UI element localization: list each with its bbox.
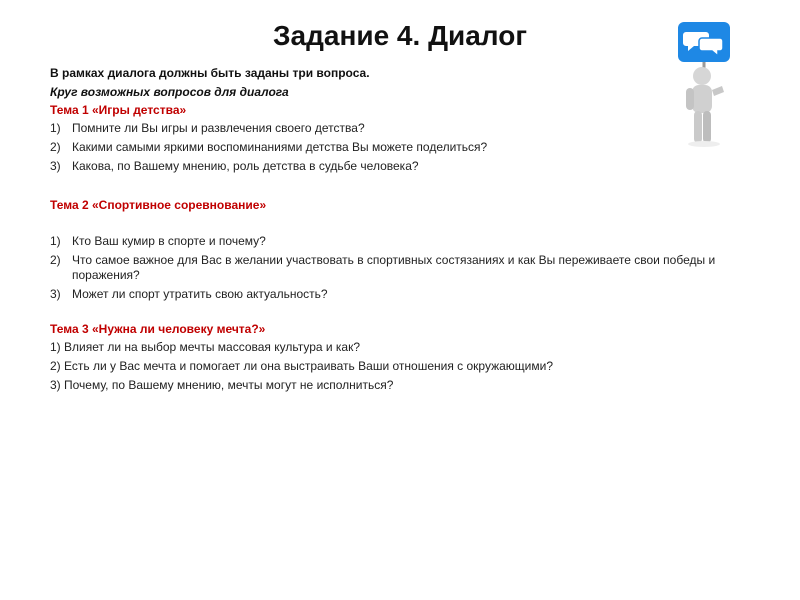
topic-heading-2: Тема 2 «Спортивное соревнование» <box>50 198 267 212</box>
question-text: Что самое важное для Вас в желании участвовать в спортивных состязаниях и как Вы переживаете свои победы и поражения? <box>72 253 716 282</box>
item-number: 3) <box>50 287 61 301</box>
item-number: 2) <box>50 140 61 154</box>
intro-text: В рамках диалога должны быть заданы три вопроса. <box>50 66 370 80</box>
list-item <box>50 140 750 155</box>
item-number: 1) <box>50 121 61 135</box>
content <box>50 66 750 397</box>
item-number: 1) <box>50 234 61 248</box>
question-text: 1) Влияет ли на выбор мечты массовая культура и как? <box>50 340 361 354</box>
topic-heading-1: Тема 1 «Игры детства» <box>50 103 187 117</box>
question-list-1 <box>50 121 750 174</box>
question-text: Может ли спорт утратить свою актуальность? <box>72 287 328 301</box>
page-title: Задание 4. Диалог <box>273 20 527 51</box>
list-item <box>50 340 750 355</box>
question-list-2 <box>50 234 750 302</box>
question-text: Какова, по Вашему мнению, роль детства в судьбе человека? <box>72 159 419 173</box>
item-number: 3) <box>50 159 61 173</box>
list-item <box>50 378 750 393</box>
subtitle: Круг возможных вопросов для диалога <box>50 85 289 99</box>
question-text: 2) Есть ли у Вас мечта и помогает ли она выстраивать Ваши отношения с окружающими? <box>50 359 553 373</box>
list-item <box>50 121 750 136</box>
topic-heading-3: Тема 3 «Нужна ли человеку мечта?» <box>50 322 266 336</box>
list-item <box>50 359 750 374</box>
question-text: Помните ли Вы игры и развлечения своего детства? <box>72 121 365 135</box>
list-item <box>50 159 750 174</box>
item-number: 2) <box>50 253 61 267</box>
list-item <box>50 253 750 283</box>
question-text: Кто Ваш кумир в спорте и почему? <box>72 234 266 248</box>
question-text: 3) Почему, по Вашему мнению, мечты могут не исполниться? <box>50 378 394 392</box>
question-list-3 <box>50 340 750 393</box>
list-item <box>50 287 750 302</box>
question-text: Какими самыми яркими воспоминаниями детства Вы можете поделиться? <box>72 140 488 154</box>
list-item <box>50 234 750 249</box>
